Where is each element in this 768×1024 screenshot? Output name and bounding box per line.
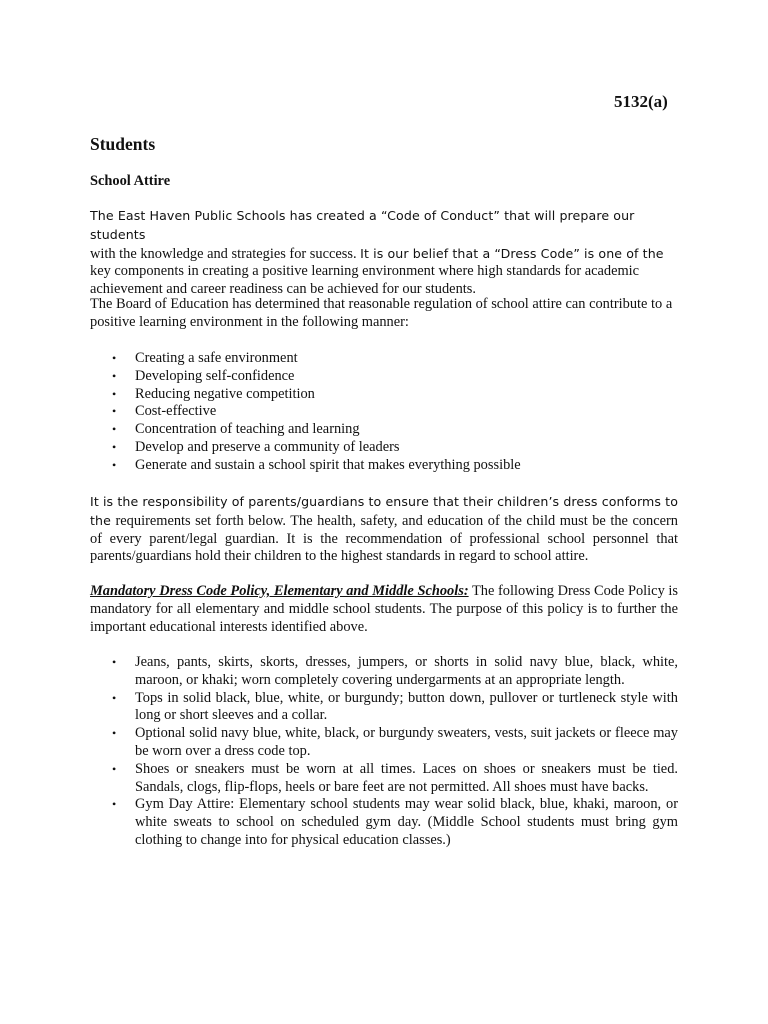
- bullet-icon: •: [112, 422, 117, 437]
- list-item-text: Shoes or sneakers must be worn at all times. Laces on shoes or sneakers must be tied. Sandals, clogs, flip-flops, heels or bare feet are not permitted. All shoes must have backs.: [135, 760, 678, 795]
- list-item-text: Concentration of teaching and learning: [135, 421, 360, 438]
- responsibility-paragraph: [90, 493, 678, 566]
- list-item: [90, 796, 678, 849]
- list-item-text: Cost-effective: [135, 403, 217, 420]
- mandatory-policy-paragraph: [90, 583, 678, 636]
- list-item: [90, 350, 678, 368]
- intro-text-3: It is our belief that a “Dress Code” is one of the: [360, 245, 664, 261]
- page-title: Students: [90, 134, 156, 154]
- bullet-icon: •: [112, 404, 117, 419]
- list-item: [90, 725, 678, 761]
- list-item-text: Generate and sustain a school spirit that makes everything possible: [135, 456, 521, 473]
- list-item: [90, 457, 678, 475]
- list-item-text: Creating a safe environment: [135, 350, 298, 366]
- intro-paragraph: [90, 207, 678, 299]
- list-item: [90, 403, 678, 421]
- bullet-icon: •: [112, 368, 117, 383]
- mandatory-policy-heading: Mandatory Dress Code Policy, Elementary and Middle Schools:: [90, 583, 469, 599]
- bullet-icon: •: [112, 726, 117, 741]
- intro-text-2: with the knowledge and strategies for success.: [90, 245, 361, 262]
- list-item-text: Gym Day Attire: Elementary school students may wear solid black, blue, khaki, maroon, or white sweats to school on scheduled gym day. (Middle School students must bring gym clothing to change into for physical education classes.): [135, 796, 678, 848]
- responsibility-text-1: It is the responsibility of parents/guardians to ensure that their children’s dress conforms to the: [90, 494, 678, 528]
- list-item: [90, 386, 678, 404]
- policy-number: 5132(a): [614, 92, 668, 111]
- bullet-icon: •: [112, 797, 117, 812]
- bullet-icon: •: [112, 655, 117, 669]
- list-item-text: Jeans, pants, skirts, skorts, dresses, jumpers, or shorts in solid navy blue, black, white, maroon, or khaki; worn completely covering undergarments at an appropriate length.: [135, 654, 678, 688]
- bullet-icon: •: [112, 386, 117, 401]
- intro-text-4: key components in creating a positive learning environment where high standards for academic achievement and career readiness can be achieved for our students.: [90, 263, 640, 298]
- list-item: [90, 421, 678, 439]
- list-item-text: Develop and preserve a community of leaders: [135, 438, 400, 455]
- intro-text-1: The East Haven Public Schools has created a “Code of Conduct” that will prepare our students: [90, 208, 635, 242]
- list-item: [90, 368, 678, 386]
- list-item-text: Developing self-confidence: [135, 367, 295, 384]
- list-item: [90, 690, 678, 726]
- dress-code-rules-list: [90, 654, 678, 850]
- benefits-list: [90, 350, 678, 475]
- section-subtitle: School Attire: [90, 173, 171, 189]
- bullet-icon: •: [112, 690, 117, 705]
- bullet-icon: •: [112, 457, 117, 472]
- list-item: [90, 761, 678, 797]
- list-item-text: Optional solid navy blue, white, black, or burgundy sweaters, vests, suit jackets or fleece may be worn over a dress code top.: [135, 725, 678, 759]
- list-item-text: Tops in solid black, blue, white, or burgundy; button down, pullover or turtleneck style with long or short sleeves and a collar.: [135, 689, 678, 724]
- bullet-icon: •: [112, 439, 117, 454]
- board-paragraph: The Board of Education has determined that reasonable regulation of school attire can contribute to a positive learning environment in the following manner:: [90, 296, 673, 330]
- list-item: [90, 654, 678, 690]
- list-item: [90, 439, 678, 457]
- bullet-icon: •: [112, 761, 117, 776]
- bullet-icon: •: [112, 351, 117, 365]
- responsibility-text-2: requirements set forth below. The health, safety, and education of the child must be the concern of every parent/legal guardian. It is the recommendation of professional school personnel that parents/guardians hold their children to the highest standards in regard to school attire.: [90, 512, 678, 565]
- mandatory-policy-text: The following Dress Code Policy is mandatory for all elementary and middle school students. The purpose of this policy is to further the important educational interests identified above.: [90, 583, 678, 635]
- list-item-text: Reducing negative competition: [135, 385, 315, 402]
